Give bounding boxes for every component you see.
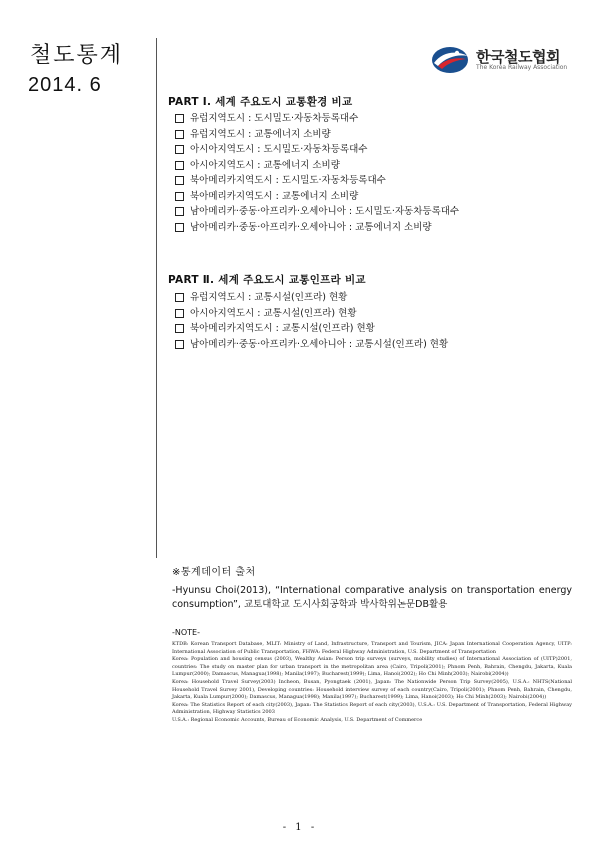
list-item-label: 유럽지역도시 : 도시밀도·자동차등록대수: [190, 113, 359, 124]
checkbox-icon: [175, 192, 184, 201]
note-paragraph: Korea: Population and housing census (2003), Wealthy Asian: Person trip surveys (surveys, mobility studies) of International Association of (UITP)2001, countries: The study on master plan for urban transport in the metropolitan area (Cairo, Tripoli(2001); Phnom Penh, Bahrain, Chengdu, Jakarta, Kuala Lumpur(2000); Damascus, Managua(1998); Manila(1997); Bucharest(1999); Lima, Hanoi(2002); Ho Chi Minh(2003); Nairobi(2004)): [172, 656, 572, 678]
list-item: [175, 173, 459, 189]
part2-list: [175, 290, 448, 352]
list-item-label: 남아메리카·중동·아프리카·오세아니아 : 교통시설(인프라) 현황: [190, 338, 449, 350]
document-title: 철도통계: [30, 43, 124, 68]
note-body: [172, 641, 572, 725]
logo-name-english: The Korea Railway Association: [476, 64, 568, 71]
checkbox-icon: [175, 114, 184, 123]
source-text: -Hyunsu Choi(2013), “International comparative analysis on transportation energy consumption”, 교토대학교 도시사회공학과 박사학위논문DB활용: [172, 585, 572, 610]
list-item: [175, 204, 459, 220]
checkbox-icon: [175, 293, 184, 302]
list-item-label: 북아메리카지역도시 : 교통시설(인프라) 현황: [190, 323, 375, 334]
page-number: - 1 -: [282, 822, 318, 833]
checkbox-icon: [175, 176, 184, 185]
list-item: [175, 189, 459, 205]
list-item: [175, 158, 459, 174]
list-item: [175, 321, 448, 337]
list-item: [175, 142, 459, 158]
list-item: [175, 306, 448, 322]
list-item: [175, 220, 459, 236]
logo-name-korean: 한국철도협회: [476, 48, 560, 66]
note-paragraph: Korea: The Statistics Report of each city(2003), Japan: The Statistics Report of each city(2003), U.S.A.: U.S. Department of Transportation, Federal Highway Administration, Highway Statistics 2003: [172, 701, 572, 716]
list-item: [175, 127, 459, 143]
checkbox-icon: [175, 309, 184, 318]
note-paragraph: Korea: Household Travel Survey(2003) Incheon, Busan, Pyongtaek (2001), Japan: The Nationwide Person Trip Survey(2005), U.S.A.: NHTS(National Household Travel Survey 2001), Developing countries: Household interview survey of each country(Cairo, Tripoli(2001); Phnom Penh, Bahrain, Chengdu, Jakarta, Kuala Lumpur(2000); Damascus, Managua(1998); Manila(1997); Bucharest(1999); Lima, Hanoi(2003); Ho Chi Minh(2003); Nairobi(2004)): [172, 678, 572, 701]
checkbox-icon: [175, 161, 184, 170]
list-item-label: 북아메리카지역도시 : 교통에너지 소비량: [190, 190, 359, 202]
checkbox-icon: [175, 207, 184, 216]
note-heading: -NOTE-: [172, 628, 200, 637]
list-item-label: 아시아지역도시 : 도시밀도·자동차등록대수: [190, 144, 368, 155]
association-logo: [430, 44, 580, 76]
vertical-divider: [156, 38, 157, 558]
kra-swoosh-logo-icon: [430, 44, 472, 76]
list-item-label: 북아메리카지역도시 : 도시밀도·자동차등록대수: [190, 175, 386, 186]
note-paragraph: U.S.A.: Regional Economic Accounts, Bureau of Economic Analysis, U.S. Department of Commerce: [172, 716, 423, 723]
source-heading: ※통계데이터 출처: [172, 567, 256, 578]
list-item: [175, 111, 459, 127]
list-item: [175, 290, 448, 306]
list-item-label: 아시아지역도시 : 교통에너지 소비량: [190, 159, 340, 171]
note-paragraph: KTDB: Korean Transport Database, MLIT: Ministry of Land, Infrastructure, Transport and Tourism, JICA: Japan International Cooperation Agency, UITP: International Association of Public Transportation, FHWA: Federal Highway Administration, U.S. Department of Transportation: [172, 641, 572, 655]
list-item-label: 아시아지역도시 : 교통시설(인프라) 현황: [190, 307, 357, 319]
list-item: [175, 337, 448, 353]
checkbox-icon: [175, 324, 184, 333]
checkbox-icon: [175, 223, 184, 232]
checkbox-icon: [175, 145, 184, 154]
checkbox-icon: [175, 340, 184, 349]
part2-title: PART Ⅱ. 세계 주요도시 교통인프라 비교: [168, 274, 366, 286]
data-source-section: [172, 566, 572, 612]
part1-title: PART Ⅰ. 세계 주요도시 교통환경 비교: [168, 96, 353, 108]
part1-list: [175, 111, 459, 235]
checkbox-icon: [175, 130, 184, 139]
list-item-label: 남아메리카·중동·아프리카·오세아니아 : 도시밀도·자동차등록대수: [190, 206, 460, 217]
note-section: [172, 628, 572, 725]
list-item-label: 남아메리카·중동·아프리카·오세아니아 : 교통에너지 소비량: [190, 221, 432, 233]
document-date: 2014. 6: [28, 74, 102, 96]
list-item-label: 유럽지역도시 : 교통시설(인프라) 현황: [190, 292, 348, 303]
list-item-label: 유럽지역도시 : 교통에너지 소비량: [190, 128, 331, 140]
